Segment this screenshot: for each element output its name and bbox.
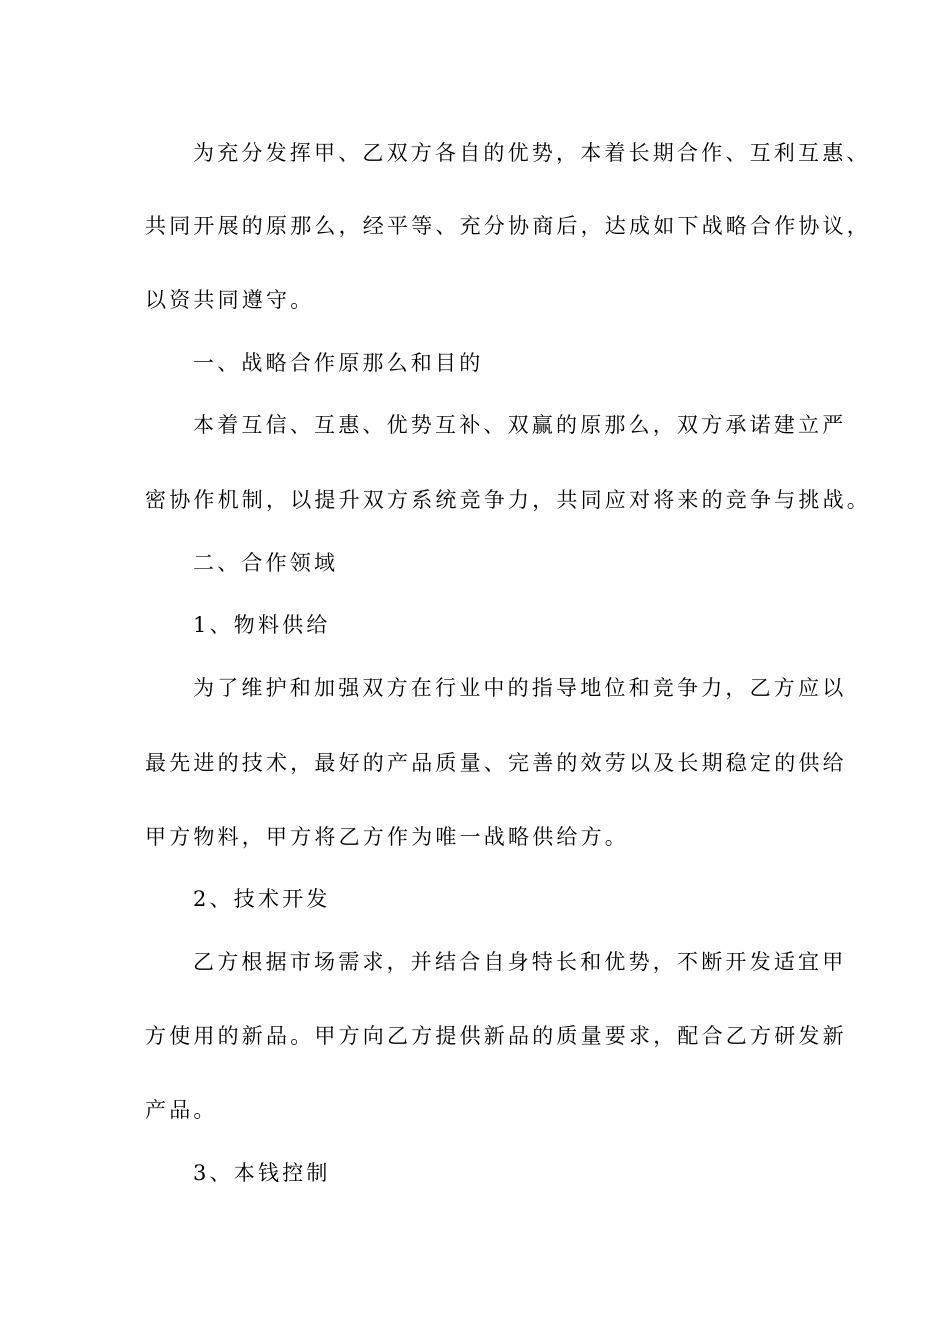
paragraph-principle-line-1: 本着互信、互惠、优势互补、双赢的原那么，双方承诺建立严 (193, 413, 847, 437)
paragraph-intro-line-1: 为充分发挥甲、乙双方各自的优势，本着长期合作、互利互惠、 (193, 141, 871, 165)
subsection-heading-2: 2、技术开发 (193, 887, 331, 911)
paragraph-tech-line-2: 方使用的新品。甲方向乙方提供新品的质量要求，配合乙方研发新 (145, 1024, 847, 1048)
paragraph-supply-line-1: 为了维护和加强双方在行业中的指导地位和竞争力，乙方应以 (193, 676, 847, 700)
paragraph-tech-line-1: 乙方根据市场需求，并结合自身特长和优势，不断开发适宜甲 (193, 950, 847, 974)
subsection-heading-1: 1、物料供给 (193, 613, 331, 637)
paragraph-supply-line-3: 甲方物料，甲方将乙方作为唯一战略供给方。 (145, 825, 629, 849)
paragraph-supply-line-2: 最先进的技术，最好的产品质量、完善的效劳以及长期稳定的供给 (145, 751, 847, 775)
paragraph-tech-line-3: 产品。 (145, 1098, 218, 1122)
paragraph-intro-line-2: 共同开展的原那么，经平等、充分协商后，达成如下战略合作协议， (145, 214, 871, 238)
subsection-heading-3: 3、本钱控制 (193, 1161, 331, 1185)
paragraph-principle-line-2: 密协作机制，以提升双方系统竞争力，共同应对将来的竞争与挑战。 (145, 488, 871, 512)
section-heading-2: 二、合作领域 (193, 551, 339, 575)
paragraph-intro-line-3: 以资共同遵守。 (145, 288, 315, 312)
section-heading-1: 一、战略合作原那么和目的 (193, 351, 484, 375)
